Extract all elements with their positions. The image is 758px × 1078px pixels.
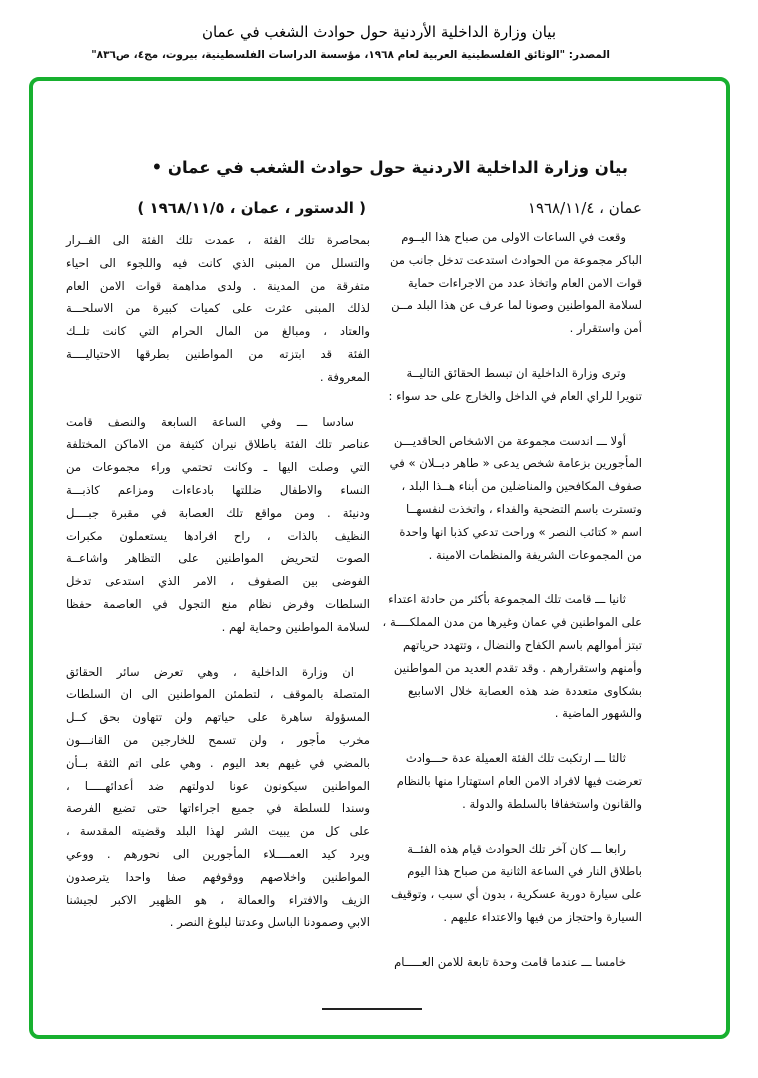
text-line: بالمضي في غيهم بعد اليوم . وهي على اتم الثقة بــأن bbox=[66, 755, 370, 770]
text-line: باطلاق النار في الساعة الثانية من صباح هذا اليوم bbox=[407, 864, 642, 879]
text-line: السيارة واحتجاز من فيها والاعتداء عليهم . bbox=[443, 909, 642, 924]
text-line: بمحاصرة تلك الفئة ، عمدت تلك الفئة الى الفــرار bbox=[66, 233, 370, 247]
text-line: تنويرا للراي العام في الداخل والخارج على حد سواء : bbox=[388, 388, 642, 403]
paragraph bbox=[66, 229, 370, 389]
text-line: ودنيئة . ومن مواقع تلك العصابة في مقبرة جبــــل bbox=[66, 505, 370, 520]
text-line: والشهور الماضية . bbox=[554, 706, 642, 721]
end-rule-divider bbox=[322, 1008, 422, 1010]
text-line: وسندا للسلطة في جميع اجراءاتها حتى تضيع الفرصة bbox=[66, 801, 370, 816]
text-line: لسلامة المواطنين وصونا لما عرف عن هذا البلد مــن bbox=[391, 298, 642, 313]
text-line: المأجورين بزعامة شخص يدعى « طاهر دبــلان » في bbox=[389, 456, 642, 471]
text-line: وقعت في الساعات الاولى من صباح هذا اليــوم bbox=[401, 230, 626, 244]
text-line: تبتز أموالهم باسم الكفاح والنضال ، وتتهدد حرياتهم bbox=[402, 637, 642, 652]
paragraph bbox=[66, 411, 370, 639]
text-line: السلطات وفرض نظام منع التجول في العاصمة حفظا bbox=[66, 596, 370, 611]
header-title: بيان وزارة الداخلية الأردنية حول حوادث الشغب في عمان bbox=[201, 23, 557, 41]
text-line: اسم « كتائب النصر » وراحت تدعي كذبا انها واحدة bbox=[399, 524, 642, 539]
text-line: المواطنين واخلاصهم ووقوفهم صفا واحدا يترصدون bbox=[66, 869, 370, 884]
text-line: الزيف والافتراء والعمالة ، هو الظهير الاكبر لجيشنا bbox=[66, 892, 370, 907]
text-line: الفئة قد ابتزته من المواطنين بطرقها الاحتياليــــة bbox=[66, 346, 370, 361]
text-line: تعرضت فيها لافراد الامن العام استهتارا منها بالنظام bbox=[396, 773, 642, 788]
dateline-left: ( الدستور ، عمان ، ١٩٦٨/١١/٥ ) bbox=[137, 199, 366, 217]
source-citation: المصدر: "الوثائق الفلسطينية العربية لعام ١٩٦٨، مؤسسة الدراسات الفلسطينية، بيروت، مج٤، ص٨٣٦" bbox=[91, 49, 610, 61]
text-line: مخرب مأجور ، ولن تسمح للخارجين من القانـــون bbox=[66, 732, 370, 747]
text-line: الباكر مجموعة من الحوادث استدعت تدخل جانب من bbox=[389, 252, 642, 267]
text-line: النظيف بالذات ، راح افرادها يستعملون مكبرات bbox=[66, 528, 370, 543]
text-line: صفوف المكافحين والمناضلين من أبناء هــذا البلد ، bbox=[401, 479, 642, 494]
paragraph bbox=[66, 661, 370, 935]
text-line: خامسا ـــ عندما قامت وحدة تابعة للامن العـــــام bbox=[394, 954, 626, 969]
dateline-right: عمان ، ١٩٦٨/١١/٤ bbox=[527, 199, 642, 217]
paragraph bbox=[396, 747, 642, 815]
text-line: ثالثا ـــ ارتكبت تلك الفئة العميلة عدة حـــوادث bbox=[405, 751, 626, 766]
paragraph bbox=[389, 430, 642, 567]
text-line: وتسترت باسم التضحية والفداء ، واتخذت لنفسهــا bbox=[406, 501, 642, 516]
left-column bbox=[66, 229, 370, 956]
paragraph bbox=[382, 588, 642, 725]
text-line: رابعا ـــ كان آخر تلك الحوادث قيام هذه الفئــة bbox=[407, 841, 626, 856]
text-line: الصوت لتحريض المواطنين على التظاهر واشاعــة bbox=[66, 551, 370, 566]
text-line: ان وزارة الداخلية ، وهي تعرض سائر الحقائق bbox=[66, 664, 354, 679]
paragraph bbox=[388, 362, 642, 408]
text-line: وأمنهم واستقرارهم . وقد تقدم العديد من المواطنين bbox=[393, 660, 642, 675]
text-line: الابي وصمودنا الباسل وعدتنا لبلوغ النصر . bbox=[169, 915, 370, 930]
text-line: لسلامة المواطنين وحماية لهم . bbox=[221, 619, 370, 634]
text-line: المتصلة بالموقف ، لتطمئن المواطنين الى ان السلطات bbox=[66, 687, 370, 702]
text-line: أولا ـــ اندست مجموعة من الاشخاص الحاقديـــن bbox=[393, 433, 626, 448]
text-line: سادسا ـــ وفي الساعة السابعة والنصف قامت bbox=[66, 414, 354, 429]
text-line: عناصر تلك الفئة باطلاق نيران كثيفة من الاماكن المختلفة bbox=[66, 437, 370, 452]
text-line: على المواطنين في عمان وغيرها من مدن المملكــــة ، bbox=[382, 615, 642, 630]
text-line: أمن واستقرار . bbox=[569, 321, 642, 336]
text-line: والتسلل من المبنى الذي كانت فيه واللجوء الى احياء bbox=[66, 255, 370, 270]
text-line: على سيارة دورية عسكرية ، بدون أي سبب ، وتوقيف bbox=[391, 887, 642, 902]
paragraph bbox=[394, 951, 642, 974]
text-line: بشكاوى متعددة ضد هذه العصابة خلال الاسابيع bbox=[408, 683, 642, 698]
text-line: النساء والاطفال ضللتها بادعاءات ومزاعم كاذبـــة bbox=[66, 482, 370, 497]
text-line: المعروفة . bbox=[319, 369, 370, 384]
text-line: المواطنين سيكونون عونا لدولتهم ضد أعدائهـــــا ، bbox=[66, 778, 370, 793]
document-title: بيان وزارة الداخلية الاردنية حول حوادث الشغب في عمان • bbox=[151, 158, 628, 177]
text-line: التي وصلت اليها ـ وكانت تحتمي وراء مجموعات من bbox=[66, 460, 370, 475]
text-line: والعتاد ، ومبالغ من المال الحرام التي كانت تلــك bbox=[66, 324, 370, 339]
text-line: على كل من يبيت الشر لهذا البلد وقضيته المقدسة ، bbox=[66, 824, 370, 839]
text-line: من المجموعات الشريفة والمنظمات الامينة . bbox=[428, 547, 642, 562]
text-line: ثانيا ـــ قامت تلك المجموعة بأكثر من حادثة اعتداء bbox=[388, 592, 626, 607]
paragraph bbox=[389, 226, 642, 340]
text-line: لذلك المبنى عثرت على كميات كبيرة من الاسلحـــة bbox=[66, 301, 370, 316]
text-line: المسؤولة ساهرة على حياتهم ولن تتهاون بحق كــل bbox=[66, 710, 370, 725]
page-header bbox=[0, 22, 758, 42]
text-line: والقانون واستخفافا بالسلطة والدولة . bbox=[462, 796, 642, 811]
text-line: متفرقة من المدينة . ولدى مداهمة قوات الامن العام bbox=[66, 278, 370, 293]
text-line: الفوضى بين الصفوف ، الامر الذي استدعى تدخل bbox=[66, 574, 370, 589]
text-line: ويرد كيد العمــــلاء المأجورين الى نحورهم . ووعي bbox=[66, 846, 370, 861]
text-line: قوات الامن العام واتخاذ عدد من الاجراءات حماية bbox=[408, 275, 642, 290]
text-line: وترى وزارة الداخلية ان تبسط الحقائق التاليــة bbox=[406, 365, 626, 380]
paragraph bbox=[391, 838, 642, 929]
right-column bbox=[382, 226, 642, 996]
